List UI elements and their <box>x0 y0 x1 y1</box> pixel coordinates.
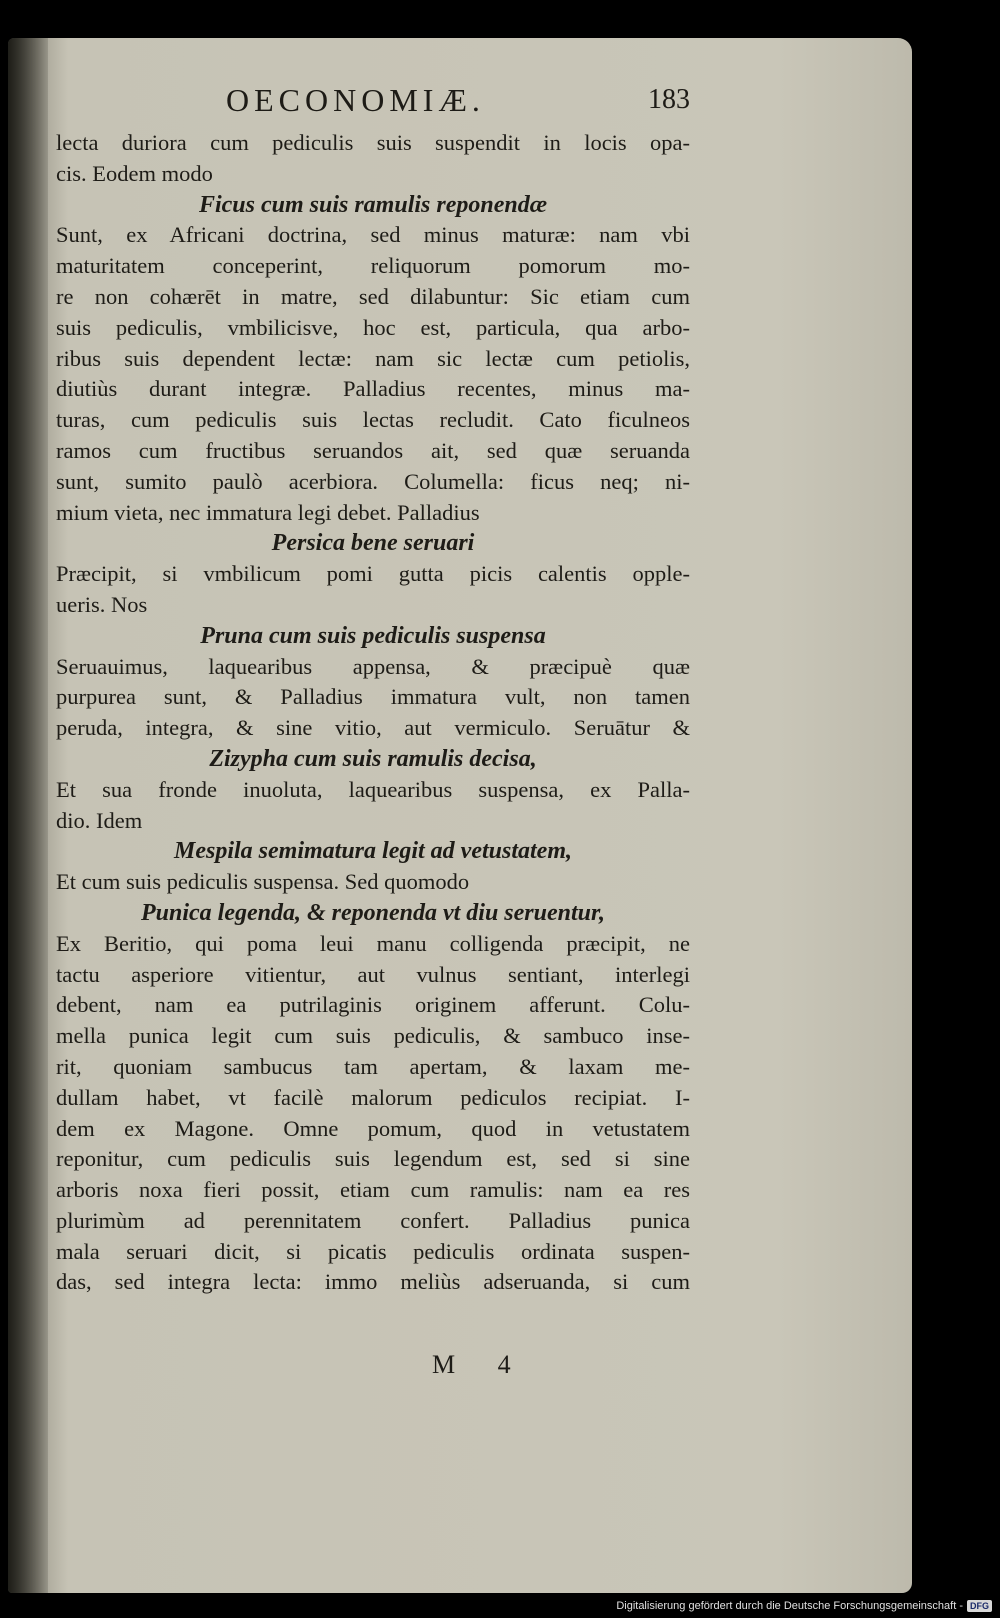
text-line: mala seruari dicit, si picatis pediculis ordinata suspen- <box>56 1238 690 1264</box>
text-line: tactu asperiore vitientur, aut vulnus sentiant, interlegi <box>56 961 690 987</box>
dfg-logo: DFG <box>967 1600 992 1612</box>
text-line: maturitatem conceperint, reliquorum pomorum mo- <box>56 253 690 279</box>
text-line: diutiùs durant integræ. Palladius recentes, minus ma- <box>56 376 690 402</box>
text-line: ramos cum fructibus seruandos ait, sed quæ seruanda <box>56 437 690 463</box>
text-line: debent, nam ea putrilaginis originem afferunt. Colu- <box>56 992 690 1018</box>
text-line: sunt, sumito paulò acerbiora. Columella: ficus neq; ni- <box>56 468 690 494</box>
text-line: cis. Eodem modo <box>56 160 213 186</box>
text-line: dullam habet, vt facilè malorum pediculos recipiat. I- <box>56 1084 690 1110</box>
text-line: dem ex Magone. Omne pomum, quod in vetustatem <box>56 1115 690 1141</box>
text-line: peruda, integra, & sine vitio, aut vermiculo. Seruātur & <box>56 715 690 741</box>
section-heading: Persica bene seruari <box>271 530 475 557</box>
text-line: turas, cum pediculis suis lectas recludit. Cato ficulneos <box>56 407 690 433</box>
section-heading: Mespila semimatura legit ad vetustatem, <box>174 838 572 865</box>
page-number: 183 <box>648 84 690 115</box>
section-heading: Ficus cum suis ramulis reponendæ <box>198 191 548 218</box>
text-line: mium vieta, nec immatura legi debet. Palladius <box>56 499 480 525</box>
running-head: OECONOMIÆ. <box>226 82 485 118</box>
digitization-footer <box>616 1600 992 1612</box>
text-line: arboris noxa fieri possit, etiam cum ramulis: nam ea res <box>56 1177 690 1203</box>
text-line: reponitur, cum pediculis suis legendum est, sed si sine <box>56 1146 690 1172</box>
text-line: suis pediculis, vmbilicisve, hoc est, particula, qua arbo- <box>56 314 690 340</box>
text-line: purpurea sunt, & Palladius immatura vult, non tamen <box>56 684 690 710</box>
page-header <box>56 82 690 122</box>
text-line: lecta duriora cum pediculis suis suspendit in locis opa- <box>56 130 690 155</box>
page-gutter-shadow <box>8 38 48 1593</box>
text-line: Et cum suis pediculis suspensa. Sed quomodo <box>56 869 470 895</box>
text-line: re non cohærēt in matre, sed dilabuntur: Sic etiam cum <box>56 283 690 309</box>
text-block <box>56 128 690 1298</box>
text-line: dio. Idem <box>56 807 143 833</box>
text-line: mella punica legit cum suis pediculis, & sambuco inse- <box>56 1023 690 1049</box>
text-line: das, sed integra lecta: immo meliùs adseruanda, si cum <box>56 1269 690 1295</box>
signature-mark: M 4 <box>432 1350 529 1379</box>
text-line: Sunt, ex Africani doctrina, sed minus maturæ: nam vbi <box>56 222 690 248</box>
text-line: Præcipit, si vmbilicum pomi gutta picis calentis opple- <box>56 561 690 587</box>
footer-credit: Digitalisierung gefördert durch die Deutsche Forschungsgemeinschaft - <box>616 1600 963 1612</box>
section-heading: Punica legenda, & reponenda vt diu seruentur, <box>140 899 606 926</box>
text-line: plurimùm ad perennitatem confert. Palladius punica <box>56 1207 690 1233</box>
text-line: Et sua fronde inuoluta, laquearibus suspensa, ex Palla- <box>56 776 690 802</box>
text-line: ribus suis dependent lectæ: nam sic lectæ cum petiolis, <box>56 345 690 371</box>
text-line: Seruauimus, laquearibus appensa, & præcipuè quæ <box>56 653 690 679</box>
text-line: Ex Beritio, qui poma leui manu colligenda præcipit, ne <box>56 930 690 956</box>
section-heading: Zizypha cum suis ramulis decisa, <box>209 745 537 772</box>
text-line: ueris. Nos <box>56 591 148 617</box>
text-line: rit, quoniam sambucus tam apertam, & laxam me- <box>56 1053 690 1079</box>
section-heading: Pruna cum suis pediculis suspensa <box>200 622 546 649</box>
